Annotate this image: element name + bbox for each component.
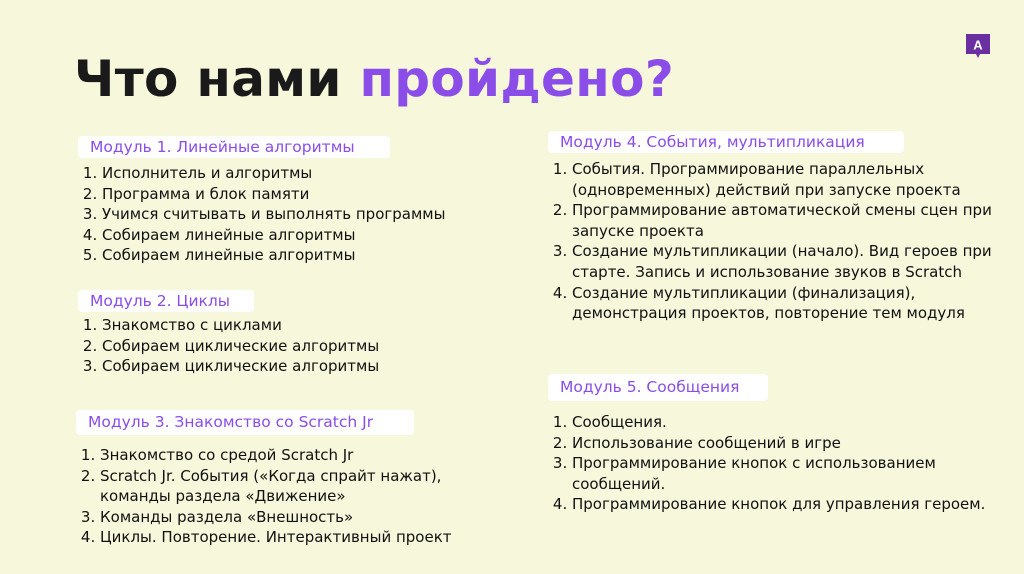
module-3-list	[76, 445, 500, 548]
list-item: 2. Программа и блок памяти	[102, 184, 522, 205]
list-item: 4. Создание мультипликации (финализация), демонстрация проектов, повторение тем модуля	[572, 283, 1012, 324]
list-item: 5. Собираем линейные алгоритмы	[102, 245, 522, 266]
list-item: 1. События. Программирование параллельных (одновременных) действий при запуске проекта	[572, 159, 1012, 200]
module-5-list	[548, 412, 1012, 515]
list-item: 4. Собираем линейные алгоритмы	[102, 225, 522, 246]
list-item: 2. Scratch Jr. События («Когда спрайт нажат), команды раздела «Движение»	[100, 466, 500, 507]
list-item: 1. Исполнитель и алгоритмы	[102, 163, 522, 184]
module-4	[548, 131, 1012, 324]
list-item: 2. Использование сообщений в игре	[572, 433, 1012, 454]
title-accent: пройдено?	[359, 50, 675, 108]
title-prefix: Что нами	[74, 50, 342, 108]
brand-logo-icon	[966, 34, 990, 60]
list-item: 3. Учимся считывать и выполнять программы	[102, 204, 522, 225]
module-4-title: Модуль 4. События, мультипликация	[548, 131, 904, 153]
page-title	[74, 50, 674, 108]
list-item: 4. Циклы. Повторение. Интерактивный проект	[100, 527, 500, 548]
module-1-list	[78, 163, 522, 266]
list-item: 2. Собираем циклические алгоритмы	[102, 336, 522, 357]
list-item: 1. Знакомство с циклами	[102, 315, 522, 336]
list-item: 3. Команды раздела «Внешность»	[100, 507, 500, 528]
list-item: 1. Знакомство со средой Scratch Jr	[100, 445, 500, 466]
list-item: 2. Программирование автоматической смены сцен при запуске проекта	[572, 200, 1012, 241]
list-item: 3. Создание мультипликации (начало). Вид героев при старте. Запись и использование звуков в Scratch	[572, 241, 1012, 282]
module-4-list	[548, 159, 1012, 324]
module-5-title: Модуль 5. Сообщения	[548, 374, 768, 401]
list-item: 3. Собираем циклические алгоритмы	[102, 356, 522, 377]
list-item: 3. Программирование кнопок с использованием сообщений.	[572, 453, 1012, 494]
module-1	[78, 136, 522, 266]
module-2-list	[78, 315, 522, 377]
list-item: 1. Сообщения.	[572, 412, 1012, 433]
module-3-title: Модуль 3. Знакомство со Scratch Jr	[76, 410, 414, 435]
module-5	[548, 374, 1012, 515]
list-item: 4. Программирование кнопок для управления героем.	[572, 494, 1012, 515]
module-2	[78, 290, 522, 377]
module-1-title: Модуль 1. Линейные алгоритмы	[78, 136, 390, 158]
logo-letter: A	[973, 37, 983, 53]
module-2-title: Модуль 2. Циклы	[78, 290, 254, 312]
module-3	[76, 410, 500, 548]
